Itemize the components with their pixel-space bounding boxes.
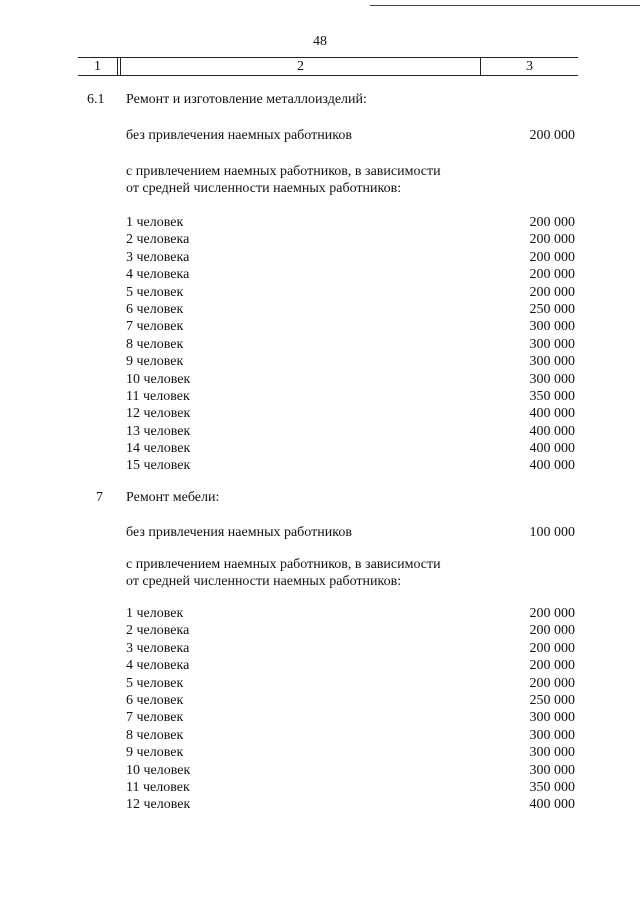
amount-value: 300 000 <box>529 371 575 387</box>
headcount-label: 10 человек <box>126 762 191 778</box>
amount-value: 200 000 <box>529 215 575 230</box>
table-row <box>0 762 640 779</box>
headcount-label: 15 человек <box>126 458 191 474</box>
headcount-label: 7 человек <box>126 319 184 335</box>
top-rule <box>370 5 640 6</box>
section-title: Ремонт мебели: <box>126 490 220 505</box>
table-row <box>0 266 640 283</box>
headcount-label: 5 человек <box>126 284 184 300</box>
amount-value: 400 000 <box>529 423 575 439</box>
table-row <box>0 796 640 813</box>
without-hired-value: 100 000 <box>529 525 575 540</box>
section-number: 6.1 <box>87 92 105 107</box>
table-row <box>0 605 640 622</box>
without-hired-label: без привлечения наемных работников <box>126 128 352 143</box>
headcount-label: 12 человек <box>126 797 191 813</box>
table-row <box>0 388 640 405</box>
column-header-2: 2 <box>121 58 481 75</box>
headcount-label: 8 человек <box>126 336 184 352</box>
amount-value: 250 000 <box>529 301 575 317</box>
table-row <box>0 353 640 370</box>
headcount-label: 6 человек <box>126 692 184 708</box>
amount-value: 200 000 <box>529 284 575 300</box>
amount-value: 300 000 <box>529 710 575 726</box>
table-row <box>0 249 640 266</box>
table-row <box>0 622 640 639</box>
table-row <box>0 692 640 709</box>
table-row <box>0 657 640 674</box>
amount-value: 200 000 <box>529 658 575 674</box>
table-row <box>0 405 640 422</box>
with-hired-line-1: с привлечением наемных работников, в зависимости <box>126 557 441 572</box>
table-row <box>0 284 640 301</box>
headcount-label: 3 человека <box>126 249 190 265</box>
headcount-label: 11 человек <box>126 388 190 404</box>
headcount-label: 4 человека <box>126 658 190 674</box>
with-hired-line-1: с привлечением наемных работников, в зависимости <box>126 164 441 179</box>
amount-value: 200 000 <box>529 249 575 265</box>
with-hired-line-2: от средней численности наемных работников: <box>126 574 402 589</box>
table-row <box>0 336 640 353</box>
headcount-label: 6 человек <box>126 301 184 317</box>
headcount-label: 8 человек <box>126 727 184 743</box>
table-row <box>0 423 640 440</box>
headcount-label: 9 человек <box>126 354 184 370</box>
amount-value: 250 000 <box>529 692 575 708</box>
table-row <box>0 371 640 388</box>
headcount-label: 2 человека <box>126 232 190 248</box>
table-row <box>0 214 640 231</box>
table-row <box>0 301 640 318</box>
amount-value: 350 000 <box>529 388 575 404</box>
amount-value: 350 000 <box>529 779 575 795</box>
amount-value: 200 000 <box>529 675 575 691</box>
headcount-label: 14 человек <box>126 441 191 457</box>
amount-value: 300 000 <box>529 762 575 778</box>
section-title: Ремонт и изготовление металлоизделий: <box>126 92 367 107</box>
table-row <box>0 640 640 657</box>
headcount-label: 13 человек <box>126 423 191 439</box>
table-row <box>0 709 640 726</box>
amount-value: 400 000 <box>529 797 575 813</box>
headcount-label: 12 человек <box>126 406 191 422</box>
headcount-label: 1 человек <box>126 606 184 621</box>
table-row <box>0 779 640 796</box>
table-row <box>0 318 640 335</box>
table-row <box>0 727 640 744</box>
column-header-table <box>78 57 578 76</box>
amount-value: 300 000 <box>529 319 575 335</box>
amount-value: 400 000 <box>529 406 575 422</box>
amount-value: 300 000 <box>529 745 575 761</box>
amount-value: 200 000 <box>529 232 575 248</box>
column-header-1: 1 <box>78 58 118 75</box>
headcount-label: 3 человека <box>126 640 190 656</box>
amount-value: 400 000 <box>529 458 575 474</box>
amount-value: 300 000 <box>529 727 575 743</box>
column-header-3: 3 <box>526 59 533 74</box>
amount-value: 400 000 <box>529 441 575 457</box>
page-number: 48 <box>313 34 327 49</box>
table-row <box>0 675 640 692</box>
amount-value: 200 000 <box>529 267 575 283</box>
headcount-label: 1 человек <box>126 215 184 230</box>
amount-value: 200 000 <box>529 640 575 656</box>
without-hired-label: без привлечения наемных работников <box>126 525 352 540</box>
headcount-rows <box>0 605 640 814</box>
table-row <box>0 744 640 761</box>
without-hired-value: 200 000 <box>529 128 575 143</box>
headcount-label: 10 человек <box>126 371 191 387</box>
headcount-label: 5 человек <box>126 675 184 691</box>
headcount-label: 9 человек <box>126 745 184 761</box>
headcount-label: 4 человека <box>126 267 190 283</box>
headcount-label: 2 человека <box>126 623 190 639</box>
with-hired-line-2: от средней численности наемных работников: <box>126 181 402 196</box>
table-row <box>0 457 640 474</box>
table-row <box>0 440 640 457</box>
amount-value: 300 000 <box>529 336 575 352</box>
headcount-label: 11 человек <box>126 779 190 795</box>
table-row <box>0 231 640 248</box>
headcount-rows <box>0 214 640 475</box>
section-number: 7 <box>96 490 103 505</box>
amount-value: 300 000 <box>529 354 575 370</box>
amount-value: 200 000 <box>529 606 575 621</box>
amount-value: 200 000 <box>529 623 575 639</box>
headcount-label: 7 человек <box>126 710 184 726</box>
